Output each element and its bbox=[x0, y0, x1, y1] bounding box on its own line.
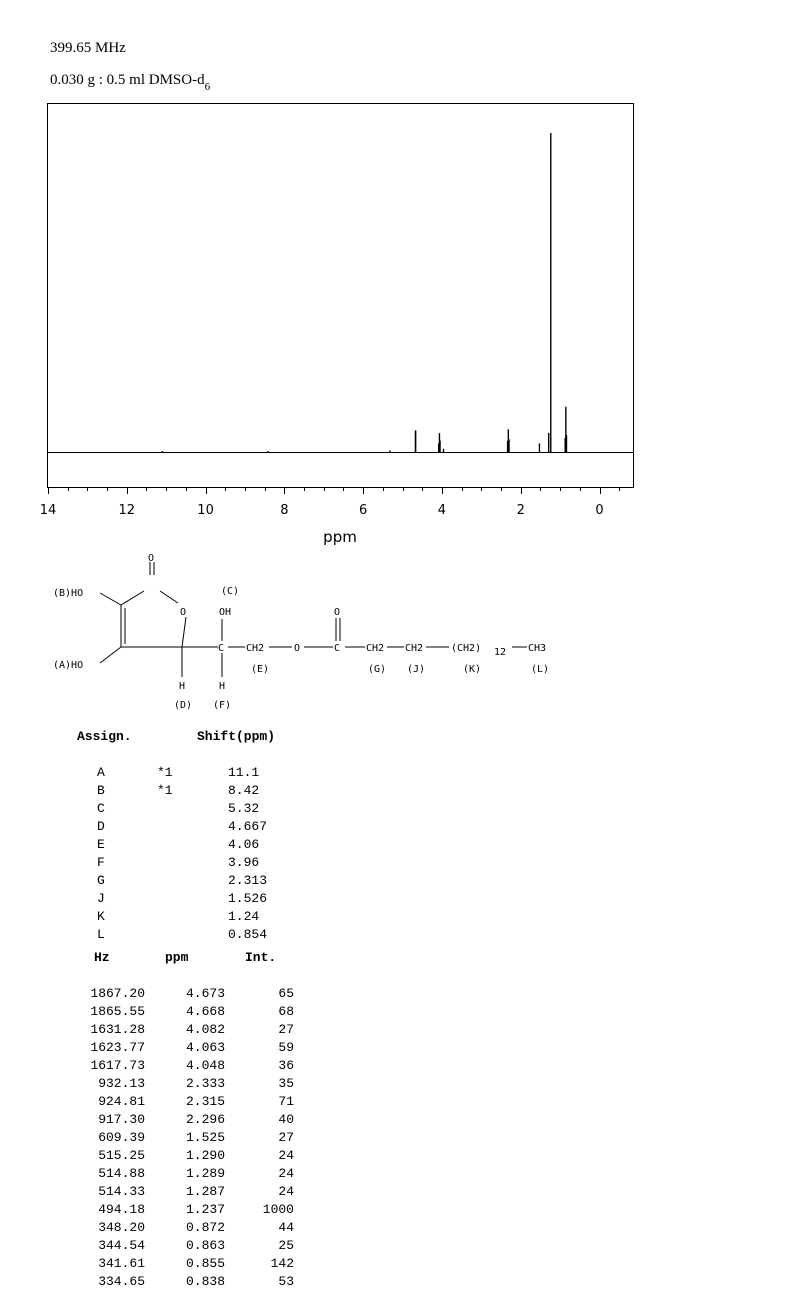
peak-int: 1000 bbox=[262, 1202, 294, 1217]
assign-shift: 5.32 bbox=[228, 801, 260, 816]
label-h-d: H bbox=[179, 681, 186, 692]
peak-int: 25 bbox=[278, 1238, 294, 1253]
label-a-hydroxyl: (A)HO bbox=[53, 660, 84, 671]
assign-label: G bbox=[97, 873, 105, 888]
peak-ppm: 1.290 bbox=[185, 1148, 225, 1163]
assign-label: E bbox=[97, 837, 105, 852]
peak-ppm: 2.315 bbox=[185, 1094, 225, 1109]
label-d-marker: (D) bbox=[174, 700, 193, 711]
peak-ppm: 0.863 bbox=[185, 1238, 225, 1253]
peak-hz: 917.30 bbox=[98, 1112, 145, 1127]
label-ester-o: O bbox=[294, 643, 301, 654]
spectrum-peaks bbox=[162, 133, 566, 452]
peak-hz: 924.81 bbox=[98, 1094, 145, 1109]
label-ch2-g: CH2 bbox=[366, 643, 385, 654]
hz-header: Hz bbox=[94, 950, 110, 965]
label-ester-carbonyl-o: O bbox=[334, 607, 341, 618]
label-c-marker: (C) bbox=[221, 586, 240, 597]
assign-label: B bbox=[97, 783, 105, 798]
peak-int: 24 bbox=[278, 1148, 294, 1163]
peak-int: 36 bbox=[278, 1058, 294, 1073]
assign-note: *1 bbox=[157, 765, 173, 780]
assign-shift: 0.854 bbox=[228, 927, 268, 942]
peak-hz: 341.61 bbox=[98, 1256, 145, 1271]
assign-shift: 11.1 bbox=[228, 765, 260, 780]
peak-hz: 1617.73 bbox=[90, 1058, 145, 1073]
peak-int: 142 bbox=[270, 1256, 294, 1271]
x-axis-ticks bbox=[40, 487, 620, 518]
assign-shift: 2.313 bbox=[228, 873, 268, 888]
peak-hz: 348.20 bbox=[98, 1220, 145, 1235]
label-f-marker: (F) bbox=[213, 700, 232, 711]
x-axis-label: ppm bbox=[323, 528, 357, 546]
peak-hz: 514.88 bbox=[98, 1166, 145, 1181]
x-tick-label: 10 bbox=[197, 503, 214, 518]
label-g-marker: (G) bbox=[368, 664, 387, 675]
peak-int: 24 bbox=[278, 1166, 294, 1181]
peak-int: 59 bbox=[278, 1040, 294, 1055]
peak-hz: 1623.77 bbox=[90, 1040, 145, 1055]
label-e-marker: (E) bbox=[251, 664, 270, 675]
peak-int: 53 bbox=[278, 1274, 294, 1289]
assign-label: C bbox=[97, 801, 105, 816]
assign-shift: 8.42 bbox=[228, 783, 260, 798]
peak-int: 44 bbox=[278, 1220, 294, 1235]
assign-shift: 4.667 bbox=[228, 819, 268, 834]
label-ch3-l: CH3 bbox=[528, 643, 547, 654]
peak-ppm: 0.872 bbox=[185, 1220, 225, 1235]
peak-ppm: 0.855 bbox=[185, 1256, 225, 1271]
peak-ppm: 2.296 bbox=[185, 1112, 225, 1127]
assign-shift: 3.96 bbox=[228, 855, 260, 870]
peak-hz: 515.25 bbox=[98, 1148, 145, 1163]
peak-hz: 494.18 bbox=[98, 1202, 145, 1217]
x-tick-label: 2 bbox=[516, 503, 525, 518]
label-ring-o: O bbox=[180, 607, 187, 618]
peak-hz: 609.39 bbox=[98, 1130, 145, 1145]
peak-ppm: 1.525 bbox=[185, 1130, 225, 1145]
shift-header: Shift(ppm) bbox=[197, 729, 276, 744]
assign-label: J bbox=[97, 891, 105, 906]
x-tick-label: 6 bbox=[359, 503, 368, 518]
assign-label: L bbox=[97, 927, 105, 942]
concentration-text: 0.030 g : 0.5 ml DMSO-d bbox=[50, 72, 205, 88]
assign-shift: 4.06 bbox=[228, 837, 260, 852]
peak-int: 65 bbox=[278, 986, 294, 1001]
assign-shift: 1.526 bbox=[228, 891, 268, 906]
peak-ppm: 4.082 bbox=[185, 1022, 225, 1037]
ppm-header: ppm bbox=[165, 950, 189, 965]
plot-frame bbox=[48, 104, 634, 488]
peak-ppm: 1.287 bbox=[185, 1184, 225, 1199]
assign-header: Assign. bbox=[77, 729, 132, 744]
concentration-subscript: 6 bbox=[204, 81, 211, 93]
peak-ppm: 0.838 bbox=[185, 1274, 225, 1289]
x-tick-label: 0 bbox=[595, 503, 604, 518]
int-header: Int. bbox=[245, 950, 277, 965]
peak-int: 24 bbox=[278, 1184, 294, 1199]
peak-hz: 932.13 bbox=[98, 1076, 145, 1091]
peak-int: 40 bbox=[278, 1112, 294, 1127]
label-h-f: H bbox=[219, 681, 226, 692]
label-ch2-e: CH2 bbox=[246, 643, 265, 654]
peak-hz: 1865.55 bbox=[90, 1004, 145, 1019]
assign-label: A bbox=[97, 765, 105, 780]
peak-ppm: 4.048 bbox=[185, 1058, 225, 1073]
peak-int: 27 bbox=[278, 1022, 294, 1037]
label-carbonyl-o: O bbox=[148, 553, 155, 564]
x-tick-label: 8 bbox=[280, 503, 289, 518]
peak-ppm: 4.673 bbox=[185, 986, 225, 1001]
molecule-structure bbox=[0, 545, 600, 720]
peak-hz: 334.65 bbox=[98, 1274, 145, 1289]
label-ch2-k: (CH2) bbox=[451, 643, 482, 654]
label-j-marker: (J) bbox=[407, 664, 426, 675]
peak-hz: 1867.20 bbox=[90, 986, 145, 1001]
peak-hz: 514.33 bbox=[98, 1184, 145, 1199]
label-ch2-j: CH2 bbox=[405, 643, 424, 654]
assign-shift: 1.24 bbox=[228, 909, 260, 924]
label-oh: OH bbox=[219, 607, 232, 618]
label-b-hydroxyl: (B)HO bbox=[53, 588, 84, 599]
assign-note: *1 bbox=[157, 783, 173, 798]
assign-label: K bbox=[97, 909, 105, 924]
x-tick-label: 4 bbox=[437, 503, 447, 518]
peak-hz: 344.54 bbox=[98, 1238, 145, 1253]
label-k-marker: (K) bbox=[463, 664, 482, 675]
peak-hz: 1631.28 bbox=[90, 1022, 145, 1037]
x-tick-label: 14 bbox=[39, 503, 57, 518]
peak-int: 27 bbox=[278, 1130, 294, 1145]
peak-ppm: 4.668 bbox=[185, 1004, 225, 1019]
label-ch2-count: 12 bbox=[494, 647, 507, 658]
peak-ppm: 4.063 bbox=[185, 1040, 225, 1055]
peak-int: 71 bbox=[278, 1094, 294, 1109]
peak-int: 35 bbox=[278, 1076, 294, 1091]
assign-label: F bbox=[97, 855, 105, 870]
peak-ppm: 1.237 bbox=[185, 1202, 225, 1217]
label-c-atom: C bbox=[218, 643, 225, 654]
nmr-spectrum-chart bbox=[0, 0, 794, 560]
peak-ppm: 2.333 bbox=[185, 1076, 225, 1091]
assign-label: D bbox=[97, 819, 105, 834]
peak-ppm: 1.289 bbox=[185, 1166, 225, 1181]
peak-int: 68 bbox=[278, 1004, 294, 1019]
label-l-marker: (L) bbox=[531, 664, 550, 675]
label-ester-c: C bbox=[334, 643, 341, 654]
spectrometer-frequency: 399.65 MHz bbox=[50, 40, 126, 56]
x-tick-label: 12 bbox=[118, 503, 136, 518]
